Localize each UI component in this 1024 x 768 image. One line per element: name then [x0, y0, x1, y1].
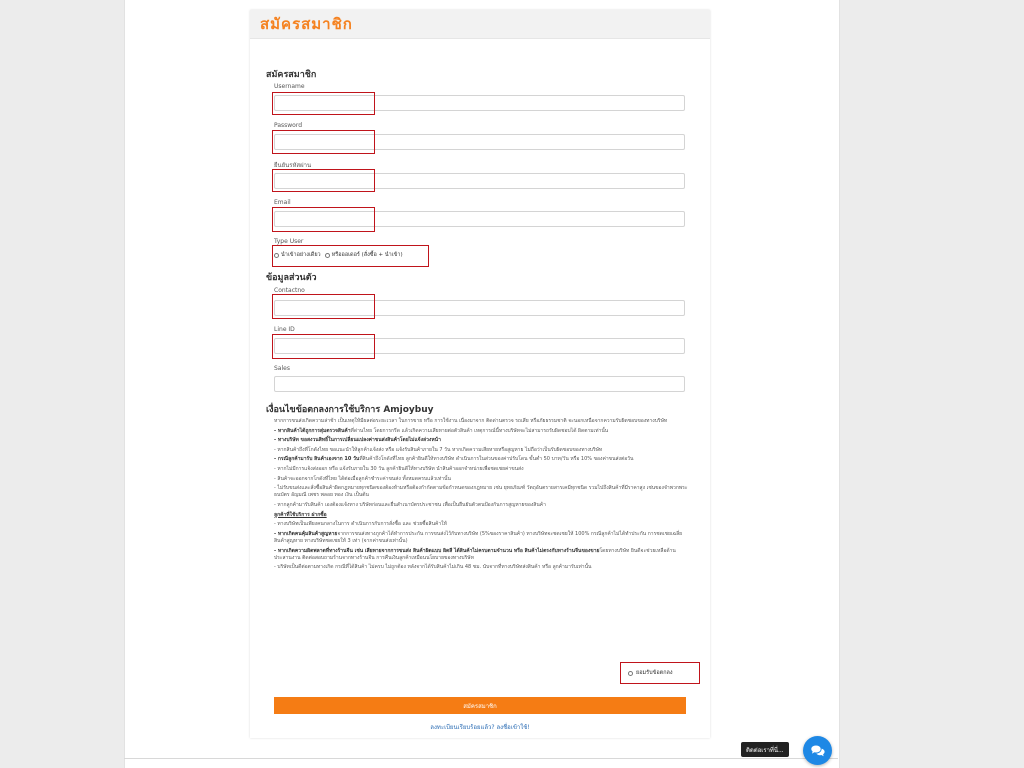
password-input[interactable] — [274, 134, 685, 150]
register-card — [250, 10, 710, 738]
terms-item-text: - หากลูกค้ามารับสินค้า เองต้องแจ้งทาง บริษัทก่อนและยื่นสำเนาบัตรประชาชน เพื่อเป็นยืนยันตัวตนป้องกันการสูญหายของสินค้า — [274, 501, 546, 508]
terms-item — [274, 564, 689, 571]
email-label: Email — [274, 199, 291, 206]
chat-label[interactable]: ติดต่อเราที่นี่... — [741, 742, 789, 757]
terms-item-emphasis: - หากเกิดความผิดพลาดที่ทางร้านจีน เช่น เสียหายจากการขนส่ง สินค้าผิดแบบ ผิดสี ได้สินค้าไม่ครบตามจำนวน หรือ สินค้าไม่ตรงกับทางร้านจีนของขาย — [274, 547, 600, 554]
terms-item-text: - หากสินค้าถึงที่โกดังไทย ขอแนะนำให้ลูกค้าแจ้งส่ง หรือ แจ้งรับสินค้าภายใน 7 วัน หากเกิดความเสียหายหรือสูญหาย ไม่ถือว่าเป็นรับผิดชอบของทางบริษัท — [274, 446, 603, 453]
login-link[interactable]: ลงทะเบียนเรียบร้อยแล้ว? ลงชื่อเข้าใช้! — [430, 724, 530, 731]
terms-item-text: - หากไม่มีการแจ้งส่งออก หรือ แจ้งรับภายใน 30 วัน ลูกค้ายินดีให้ทางบริษัท นำสินค้าออกจำหน่ายเพื่อชดเชยค่าขนส่ง — [274, 465, 524, 472]
type-order-radio[interactable] — [325, 253, 330, 258]
section-member-title: สมัครสมาชิก — [266, 70, 317, 80]
contact-label: Contactno — [274, 287, 305, 294]
terms-item — [274, 476, 689, 483]
terms-item-text: ที่สินค้าถึงโกดังที่ไทย ลูกค้ายินดีให้ทางบริษัท ดำเนินการในส่วนของค่าปรับโดน ขั้นต่ำ 50 บาท/วัน หรือ 10% ของค่าขนส่งต่อวัน — [359, 456, 634, 463]
card-header — [250, 10, 710, 39]
page-bottom-divider — [124, 758, 838, 759]
terms-item — [274, 447, 689, 454]
terms-item-text: - บริษัทเป็นดีต่อตามทางเกิด กรณีที่ได้สินค้า ไม่ครบ ไม่ถูกต้อง หลังจากได้รับสินค้าไม่เกิน 48 ชม. นับจากที่ทางบริษัทส่งสินค้า หรือ ลูกค้ามารับเท่านั้น — [274, 564, 592, 571]
terms-item — [274, 485, 689, 499]
type-user-options — [274, 251, 403, 259]
terms-item-emphasis: - กรณีลูกค้ามารับ สินค้าเองจาก 10 วัน — [274, 456, 360, 463]
sales-label: Sales — [274, 365, 290, 372]
type-import-label[interactable]: นำเข้าอย่างเดียว — [281, 252, 321, 258]
terms-item — [274, 502, 689, 509]
terms-item — [274, 466, 689, 473]
terms-item-text: - ทางบริษัทเป็นเพียงคนกลางในการ ดำเนินการกับการสั่งซื้อ และ ช่วยซื้อสินค้าให้ — [274, 521, 447, 528]
terms-title: เงื่อนไขข้อตกลงการใช้บริการ Amjoybuy — [266, 405, 434, 415]
line-id-input[interactable] — [274, 338, 685, 354]
chat-bubble-icon — [811, 745, 825, 757]
section-personal-title: ข้อมูลส่วนตัว — [266, 273, 317, 283]
terms-item — [274, 521, 689, 528]
terms-item-text: - สินค้าจะออกจากโกดังที่ไทย ได้ต่อเมื่อลูกค้าชำระค่าขนส่ง ทั้งหมดครบแล้วเท่านั้น — [274, 475, 451, 482]
username-label: Username — [274, 83, 305, 90]
terms-item-emphasis: - หากเกิดคนคุ้มสินค้าสูญหาย — [274, 530, 338, 537]
page-title: สมัครสมาชิก — [260, 15, 353, 33]
accept-terms-label[interactable]: ยอมรับข้อตกลง — [636, 670, 673, 676]
terms-item — [274, 512, 689, 519]
terms-item — [274, 428, 689, 435]
terms-item — [274, 531, 689, 545]
terms-item-emphasis: - หากสินค้าได้ถูกการสุ่มตรวจสินค้า — [274, 427, 351, 434]
sales-input[interactable] — [274, 376, 685, 392]
contact-input[interactable] — [274, 300, 685, 316]
submit-button[interactable]: สมัครสมาชิก — [274, 697, 686, 714]
line-id-label: Line ID — [274, 326, 295, 333]
terms-item-text: ที่ด่านไทย โดยการกรีด แล้วเกิดความเสียหายต่อตัวสินค้า เหตุการณ์นี้ทางบริษัทจะไม่สามารถรับผิดชอบได้ ผิดตามเท่านั้น — [350, 427, 609, 434]
terms-item-text: - ไม่รับขนส่งและสั่งซื้อสินค้าผิดกฎหมายทุกชนิดของต้องห้ามหรือต้องกำกัดตามข้อกำหนดของกฎหมาย เช่น ยุทธภัณฑ์ วัตถุอันตรายสารเคมีทุกชนิด รวมไปถึงสินค้าที่มีราคาสูง เช่นของจำพวกพระ ธนบัตร อัญมณี เพชร พลอย ทอง เงิน เป็นต้น — [274, 485, 688, 499]
type-order-label[interactable]: หรือออเดอร์ (สั่งซื้อ + นำเข้า) — [331, 252, 403, 258]
accept-terms[interactable] — [628, 669, 673, 677]
terms-list — [274, 428, 689, 572]
terms-intro: หากการขนส่งเกิดความล่าช้า เป็นเหตุให้มีผลต่อระยะเวลา ในการขาย หรือ การใช้งาน เนื่องมาจาก ติดด่านตรวจ รถเสีย หรือภัยธรรมชาติ จะนอกเหนือจากความรับผิดชอบของทางบริษัท — [274, 418, 668, 424]
terms-item-text: โดยทางบริษัท ยินดีจะช่วยเหลือด้านประสานงาน ติดต่อสอบถามร้านจากทางร้านจีน การคืนเงินลูกค้าเหมือนนโยบายของทางบริษัท — [274, 547, 676, 561]
terms-text — [274, 418, 689, 574]
accept-terms-checkbox[interactable] — [628, 671, 633, 676]
username-input[interactable] — [274, 95, 685, 111]
terms-item — [274, 437, 689, 444]
confirm-password-label: ยืนยันรหัสผ่าน — [274, 162, 312, 169]
terms-item — [274, 548, 689, 562]
terms-item-emphasis: - ทางบริษัท ขอสงวนสิทธิ์ในการเปลี่ยนแปลงค่าขนส่งสินค้าโดยไม่แจ้งล่วงหน้า — [274, 437, 441, 444]
terms-item-text: จากการขนส่งทางภูกค้าได้ทำการประกัน การขนส่งไว้กับทางบริษัท (5%ของราคาสินค้า) ทางบริษัทจะชดเชยให้ 100% กรณีลูกค้าไม่ได้ทำประกัน การชดเชยเฉลี่ย สินค้าสูญหาย ทางบริษัทชดเชยให้ 3 เท่า (จากค่าขนส่งเท่านั้น) — [274, 530, 683, 544]
password-label: Password — [274, 122, 303, 129]
type-import-radio[interactable] — [274, 253, 279, 258]
email-input[interactable] — [274, 211, 685, 227]
type-user-label: Type User — [274, 238, 304, 245]
terms-item-emphasis: ลูกค้าที่ใช้บริการ ฝากซื้อ — [274, 511, 327, 518]
confirm-password-input[interactable] — [274, 173, 685, 189]
terms-item — [274, 456, 689, 463]
chat-button[interactable] — [803, 736, 832, 765]
